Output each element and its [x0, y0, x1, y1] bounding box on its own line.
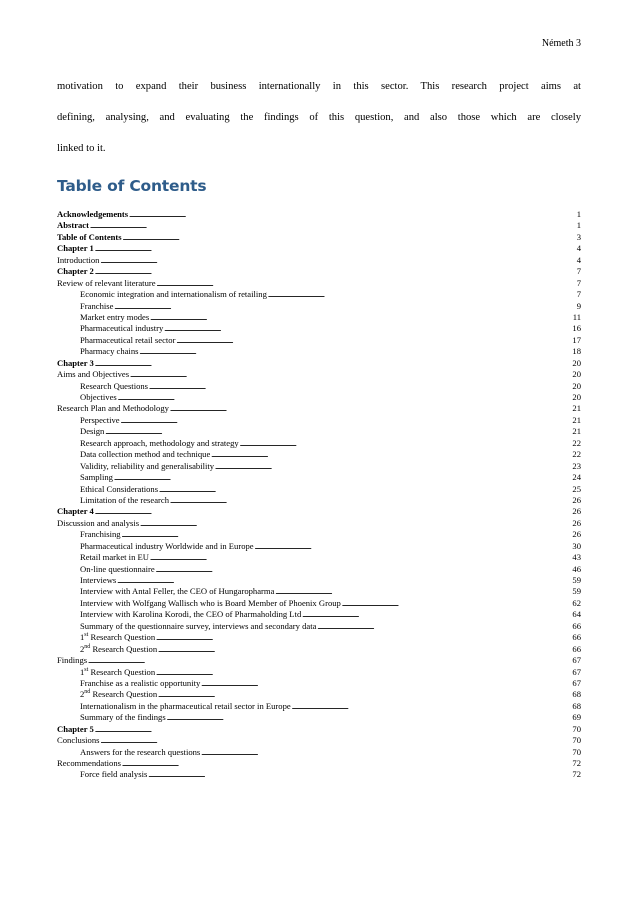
toc-entry-page: 9	[576, 300, 581, 311]
toc-entry-title: Chapter 1	[57, 243, 94, 254]
toc-entry[interactable]	[57, 312, 581, 323]
toc-entry-page: 3	[576, 231, 581, 242]
toc-leader-dots	[164, 325, 571, 336]
toc-entry-page: 21	[572, 403, 581, 414]
toc-leader-dots	[150, 314, 572, 325]
toc-entry[interactable]	[57, 735, 581, 746]
toc-entry[interactable]	[57, 541, 581, 552]
toc-entry-title: Abstract	[57, 220, 89, 231]
toc-entry[interactable]	[57, 644, 581, 655]
toc-leader-dots	[121, 417, 572, 428]
toc-entry[interactable]	[57, 609, 581, 620]
toc-leader-dots	[100, 257, 575, 268]
toc-leader-dots	[114, 474, 571, 485]
toc-entry[interactable]	[57, 518, 581, 529]
toc-leader-dots	[159, 486, 571, 497]
toc-entry[interactable]	[57, 381, 581, 392]
toc-entry-title: Data collection method and technique	[80, 449, 211, 460]
toc-entry[interactable]	[57, 495, 581, 506]
toc-entry[interactable]	[57, 575, 581, 586]
toc-leader-dots	[167, 714, 572, 725]
toc-entry-page: 7	[576, 277, 581, 288]
toc-entry-title: Design	[80, 426, 105, 437]
toc-entry-page: 68	[572, 689, 581, 700]
toc-leader-dots	[240, 440, 572, 451]
toc-entry[interactable]	[57, 484, 581, 495]
toc-entry-title: Table of Contents	[57, 231, 122, 242]
toc-entry-title: Conclusions	[57, 735, 100, 746]
toc-entry[interactable]	[57, 701, 581, 712]
toc-leader-dots	[211, 451, 571, 462]
toc-entry-title	[80, 667, 155, 678]
toc-entry[interactable]	[57, 712, 581, 723]
toc-entry[interactable]	[57, 323, 581, 334]
toc-entry-title: Introduction	[57, 254, 100, 265]
toc-entry-text: Research Question	[92, 643, 158, 654]
toc-entry-title: Summary of the findings	[80, 712, 166, 723]
toc-entry[interactable]	[57, 724, 581, 735]
toc-entry-ordinal: 1	[80, 666, 85, 677]
toc-entry-page: 26	[572, 506, 581, 517]
toc-entry[interactable]	[57, 621, 581, 632]
toc-entry-page: 70	[572, 735, 581, 746]
toc-entry-page: 7	[576, 289, 581, 300]
toc-entry-page: 25	[572, 483, 581, 494]
toc-entry[interactable]	[57, 655, 581, 666]
toc-entry[interactable]	[57, 689, 581, 700]
toc-entry-page: 20	[572, 392, 581, 402]
toc-entry-page: 67	[572, 655, 581, 666]
toc-entry[interactable]	[57, 426, 581, 437]
toc-entry-ordinal-suffix: st	[84, 666, 89, 673]
toc-entry-title: Limitation of the research	[80, 494, 170, 505]
toc-entry-page: 70	[572, 746, 581, 757]
toc-entry-page: 26	[572, 529, 581, 540]
toc-entry-title: Pharmaceutical industry Worldwide and in Europe	[80, 540, 254, 551]
body-line: linked to it.	[57, 143, 106, 154]
toc-entry[interactable]	[57, 678, 581, 689]
toc-entry[interactable]	[57, 438, 581, 449]
toc-entry-page: 68	[572, 700, 581, 711]
toc-entry[interactable]	[57, 506, 581, 517]
toc-entry-title: Sampling	[80, 472, 113, 483]
toc-entry-page: 69	[572, 712, 581, 723]
toc-leader-dots	[255, 543, 572, 554]
toc-entry-page: 21	[572, 426, 581, 437]
toc-leader-dots	[122, 760, 571, 771]
toc-leader-dots	[176, 337, 571, 348]
toc-entry-page: 70	[572, 723, 581, 734]
toc-leader-dots	[118, 394, 572, 405]
toc-entry[interactable]	[57, 415, 581, 426]
toc-entry-page: 66	[572, 632, 581, 643]
toc-entry[interactable]	[57, 769, 581, 780]
toc-entry-page: 20	[572, 369, 581, 380]
toc-entry[interactable]	[57, 209, 581, 220]
toc-entry-ordinal: 1	[80, 632, 85, 643]
toc-entry-page: 66	[572, 620, 581, 631]
toc-leader-dots	[158, 646, 571, 657]
toc-entry-title: Pharmaceutical industry	[80, 323, 164, 334]
toc-entry-title: Market entry modes	[80, 311, 150, 322]
toc-entry-page: 23	[572, 460, 581, 471]
toc-entry-page: 72	[572, 769, 581, 780]
toc-entry-page: 26	[572, 494, 581, 505]
toc-leader-dots	[129, 211, 576, 222]
toc-entry-title: Ethical Considerations	[80, 483, 159, 494]
toc-leader-dots	[156, 669, 571, 680]
toc-leader-dots	[95, 268, 576, 279]
toc-entry[interactable]	[57, 667, 581, 678]
toc-entry[interactable]	[57, 266, 581, 277]
body-line: defining, analysing, and evaluating the findings of this question, and also those which are closely	[57, 112, 581, 123]
toc-entry[interactable]	[57, 586, 581, 597]
toc-entry[interactable]	[57, 392, 581, 403]
toc-entry[interactable]	[57, 632, 581, 643]
toc-leader-dots	[95, 245, 576, 256]
toc-entry-text: Research Question	[92, 689, 158, 700]
toc-leader-dots	[140, 520, 571, 531]
table-of-contents	[57, 209, 581, 781]
toc-entry-title: Pharmacy chains	[80, 346, 139, 357]
toc-entry[interactable]	[57, 289, 581, 300]
toc-entry-page: 1	[576, 209, 581, 219]
toc-leader-dots	[215, 463, 571, 474]
toc-entry[interactable]	[57, 335, 581, 346]
toc-leader-dots	[90, 222, 576, 233]
toc-leader-dots	[114, 303, 575, 314]
toc-entry[interactable]	[57, 232, 581, 243]
toc-entry-title: Force field analysis	[80, 769, 148, 780]
toc-entry-ordinal-suffix: nd	[84, 643, 91, 650]
toc-entry[interactable]	[57, 747, 581, 758]
toc-entry-title: Discussion and analysis	[57, 517, 140, 528]
toc-entry[interactable]	[57, 529, 581, 540]
toc-entry-title	[80, 644, 157, 655]
toc-entry-title: Research Questions	[80, 380, 149, 391]
toc-entry[interactable]	[57, 461, 581, 472]
toc-entry-title: Answers for the research questions	[80, 746, 201, 757]
toc-leader-dots	[149, 383, 571, 394]
toc-entry-page: 30	[572, 540, 581, 551]
toc-entry-page: 17	[572, 334, 581, 345]
toc-entry-title: Retail market in EU	[80, 552, 149, 563]
body-line: motivation to expand their business internationally in this sector. This research project aims at	[57, 81, 581, 92]
toc-entry-title	[80, 632, 155, 643]
toc-entry-title: Interview with Karolina Korodi, the CEO of Pharmaholding Ltd	[80, 609, 302, 620]
toc-leader-dots	[95, 360, 572, 371]
toc-entry[interactable]	[57, 278, 581, 289]
toc-leader-dots	[342, 600, 572, 611]
toc-entry-page: 1	[576, 220, 581, 231]
toc-entry-title: Franchising	[80, 529, 121, 540]
toc-entry-title: Chapter 5	[57, 723, 94, 734]
toc-entry[interactable]	[57, 564, 581, 575]
toc-entry-page: 67	[572, 677, 581, 688]
toc-entry-page: 4	[576, 254, 581, 265]
toc-entry-title: Interviews	[80, 575, 117, 585]
toc-entry[interactable]	[57, 472, 581, 483]
toc-entry-title: Validity, reliability and generalisability	[80, 460, 215, 471]
toc-leader-dots	[130, 371, 571, 382]
toc-entry[interactable]	[57, 358, 581, 369]
toc-leader-dots	[302, 611, 571, 622]
toc-entry-page: 26	[572, 517, 581, 528]
toc-entry[interactable]	[57, 598, 581, 609]
toc-entry-page: 4	[576, 243, 581, 254]
toc-entry[interactable]	[57, 301, 581, 312]
toc-entry-title: On-line questionnaire	[80, 563, 155, 574]
toc-leader-dots	[156, 634, 571, 645]
toc-entry-text: Research Question	[90, 632, 156, 643]
toc-entry-ordinal: 2	[80, 689, 85, 700]
toc-entry-page: 16	[572, 323, 581, 334]
toc-entry-title: Acknowledgements	[57, 209, 129, 219]
toc-leader-dots	[317, 623, 571, 634]
toc-leader-dots	[95, 726, 572, 737]
toc-entry-page: 22	[572, 449, 581, 460]
toc-entry-page: 46	[572, 563, 581, 574]
toc-entry[interactable]	[57, 220, 581, 231]
toc-entry-page: 21	[572, 414, 581, 425]
toc-entry-page: 22	[572, 437, 581, 448]
toc-entry-page: 59	[572, 575, 581, 585]
toc-leader-dots	[123, 234, 576, 245]
toc-entry[interactable]	[57, 449, 581, 460]
toc-entry[interactable]	[57, 369, 581, 380]
toc-entry-title: Chapter 3	[57, 357, 94, 368]
toc-leader-dots	[201, 749, 571, 760]
toc-entry-page: 11	[572, 311, 581, 322]
toc-entry[interactable]	[57, 346, 581, 357]
toc-entry-page: 72	[572, 758, 581, 768]
toc-entry-title: Research Plan and Methodology	[57, 403, 169, 414]
toc-entry-title: Aims and Objectives	[57, 369, 130, 380]
running-head: Németh 3	[541, 38, 581, 49]
toc-leader-dots	[88, 657, 571, 668]
toc-leader-dots	[201, 680, 571, 691]
toc-entry-title: Chapter 4	[57, 506, 94, 517]
toc-entry-ordinal: 2	[80, 643, 85, 654]
toc-entry-page: 20	[572, 380, 581, 391]
toc-entry-title: Interview with Wolfgang Wallisch who is Board Member of Phoenix Group	[80, 597, 341, 608]
toc-entry-title: Franchise as a realistic opportunity	[80, 677, 201, 688]
toc-leader-dots	[139, 348, 571, 359]
toc-entry-title: Findings	[57, 655, 88, 666]
toc-entry-page: 59	[572, 586, 581, 597]
toc-entry-title: Franchise	[80, 300, 114, 311]
toc-entry-title: Interview with Antal Feller, the CEO of Hungaropharma	[80, 586, 275, 597]
toc-entry-page: 62	[572, 597, 581, 608]
toc-entry[interactable]	[57, 243, 581, 254]
toc-entry-title: Recommendations	[57, 758, 121, 768]
toc-entry-text: Research Question	[90, 666, 156, 677]
toc-entry-ordinal-suffix: st	[84, 632, 89, 639]
toc-leader-dots	[292, 703, 572, 714]
toc-entry[interactable]	[57, 403, 581, 414]
toc-entry-title: Internationalism in the pharmaceutical retail sector in Europe	[80, 700, 291, 711]
toc-entry-page: 66	[572, 643, 581, 654]
toc-entry-title: Economic integration and internationalism of retailing	[80, 289, 267, 300]
toc-entry-page: 64	[572, 609, 581, 620]
toc-entry-title: Objectives	[80, 392, 117, 402]
toc-entry-ordinal-suffix: nd	[84, 689, 91, 696]
toc-entry-page: 43	[572, 552, 581, 563]
toc-entry-page: 18	[572, 346, 581, 357]
toc-entry-title: Pharmaceutical retail sector	[80, 334, 176, 345]
toc-entry-page: 24	[572, 472, 581, 483]
toc-entry-title: Perspective	[80, 414, 120, 425]
toc-entry-page: 7	[576, 266, 581, 277]
toc-leader-dots	[268, 291, 576, 302]
toc-entry-title	[80, 689, 157, 700]
toc-heading: Table of Contents	[57, 177, 207, 195]
toc-leader-dots	[150, 554, 571, 565]
toc-leader-dots	[170, 497, 571, 508]
body-paragraph	[57, 71, 581, 164]
toc-entry-title: Research approach, methodology and strategy	[80, 437, 239, 448]
toc-leader-dots	[95, 508, 572, 519]
toc-entry[interactable]	[57, 758, 581, 769]
toc-leader-dots	[148, 771, 571, 782]
toc-entry-page: 20	[572, 357, 581, 368]
toc-entry-title: Chapter 2	[57, 266, 94, 277]
toc-leader-dots	[156, 566, 572, 577]
toc-entry-page: 67	[572, 666, 581, 677]
toc-entry-title: Summary of the questionnaire survey, interviews and secondary data	[80, 620, 317, 631]
toc-leader-dots	[170, 405, 571, 416]
toc-entry[interactable]	[57, 552, 581, 563]
toc-entry-title: Review of relevant literature	[57, 277, 156, 288]
toc-entry[interactable]	[57, 255, 581, 266]
